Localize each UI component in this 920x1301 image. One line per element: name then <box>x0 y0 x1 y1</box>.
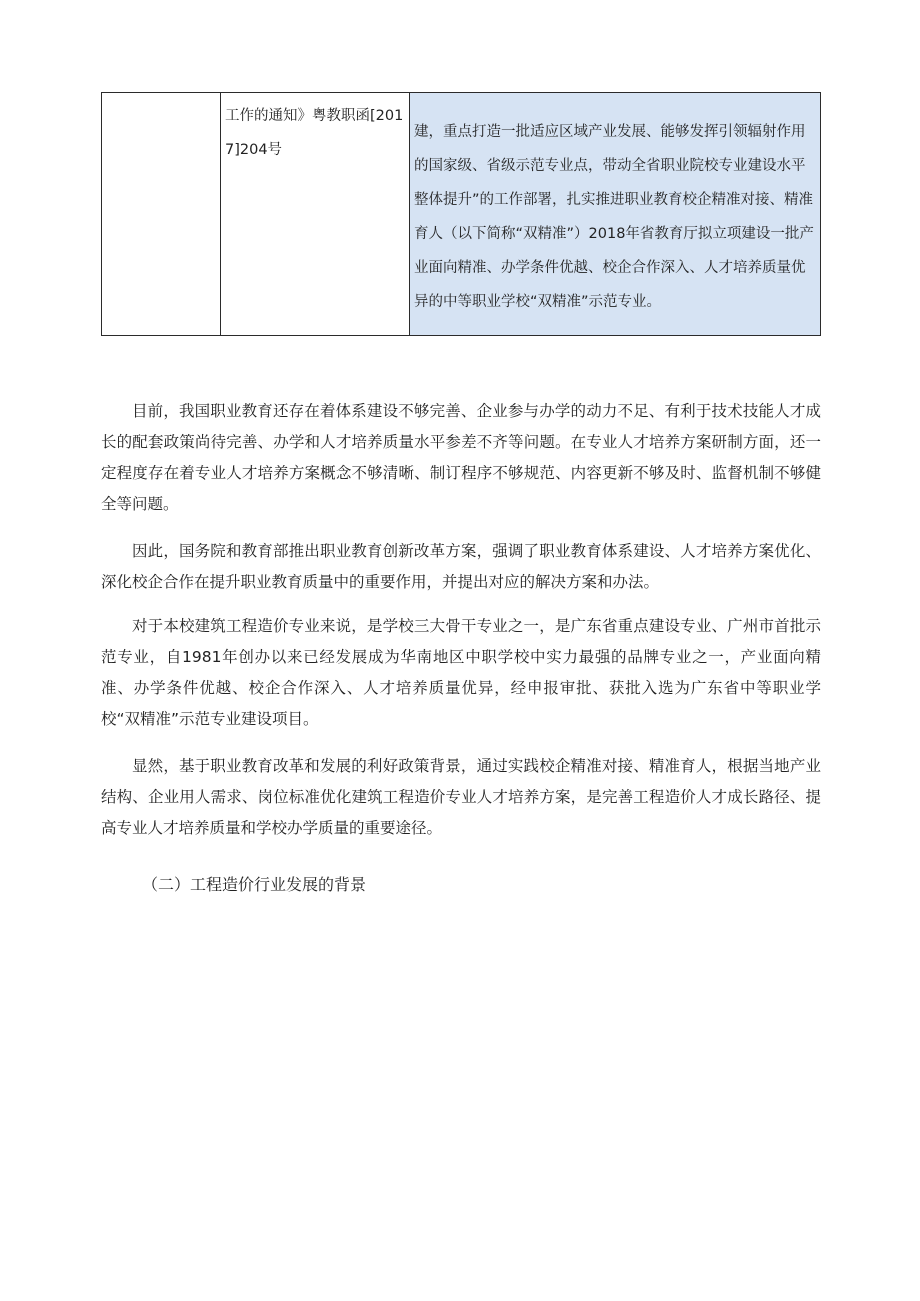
table-row <box>102 93 821 336</box>
description-text: 建，重点打造一批适应区域产业发展、能够发挥引领辐射作用的国家级、省级示范专业点，带动全省职业院校专业建设水平整体提升”的工作部署，扎实推进职业教育校企精准对接、精准育人（以下简称“双精准”）2018年省教育厅拟立项建设一批产业面向精准、办学条件优越、校企合作深入、人才培养质量优异的中等职业学校“双精准”示范专业。 <box>414 124 814 310</box>
policy-table <box>101 92 821 336</box>
paragraph-current-issues: 目前，我国职业教育还存在着体系建设不够完善、企业参与办学的动力不足、有利于技术技能人才成长的配套政策尚待完善、办学和人才培养质量水平参差不齐等问题。在专业人才培养方案研制方面，还一定程度存在着专业人才培养方案概念不够清晰、制订程序不够规范、内容更新不够及时、监督机制不够健全等问题。 <box>101 402 821 513</box>
document-reference-text: 工作的通知》粤教职函[2017]204号 <box>225 108 404 158</box>
paragraph-school-major: 对于本校建筑工程造价专业来说，是学校三大骨干专业之一，是广东省重点建设专业、广州市首批示范专业，自1981年创办以来已经发展成为华南地区中职学校中实力最强的品牌专业之一，产业面向精准、办学条件优越、校企合作深入、人才培养质量优异，经申报审批、获批入选为广东省中等职业学校“双精准”示范专业建设项目。 <box>101 617 821 728</box>
table-cell-empty <box>102 93 221 336</box>
table-cell-document-ref <box>221 93 410 336</box>
table-cell-description <box>410 93 821 336</box>
paragraph-conclusion: 显然，基于职业教育改革和发展的利好政策背景，通过实践校企精准对接、精准育人，根据当地产业结构、企业用人需求、岗位标准优化建筑工程造价专业人才培养方案，是完善工程造价人才成长路径、提高专业人才培养质量和学校办学质量的重要途径。 <box>101 757 821 837</box>
paragraph-reform-plan: 因此，国务院和教育部推出职业教育创新改革方案，强调了职业教育体系建设、人才培养方案优化、深化校企合作在提升职业教育质量中的重要作用，并提出对应的解决方案和办法。 <box>101 542 821 591</box>
section-heading: （二）工程造价行业发展的背景 <box>142 875 367 894</box>
